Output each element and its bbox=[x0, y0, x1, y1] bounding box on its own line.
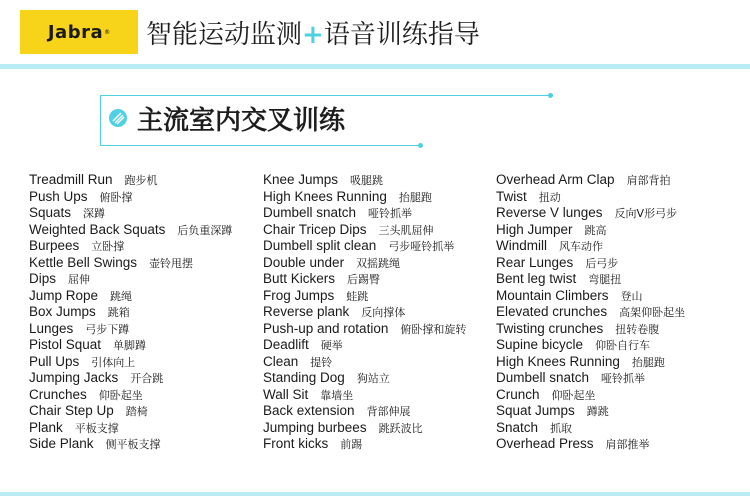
section-frame-bottom bbox=[100, 145, 420, 146]
exercise-name-cn: 高架仰卧起坐 bbox=[619, 306, 686, 319]
exercise-name-cn: 跳高 bbox=[584, 223, 607, 237]
exercise-item bbox=[29, 370, 259, 387]
section-frame-left bbox=[100, 95, 101, 145]
exercise-item bbox=[496, 288, 746, 305]
exercise-name-en: Jumping Jacks bbox=[29, 370, 119, 385]
exercise-name-en: Elevated crunches bbox=[496, 304, 608, 319]
exercise-item bbox=[496, 436, 746, 453]
exercise-name-en: Overhead Arm Clap bbox=[496, 172, 615, 187]
exercise-name-en: Overhead Press bbox=[496, 436, 594, 451]
exercise-item bbox=[263, 403, 493, 420]
section-frame-top bbox=[100, 95, 550, 96]
exercise-item bbox=[496, 238, 746, 255]
exercise-name-cn: 壶铃甩摆 bbox=[149, 256, 194, 270]
exercise-name-en: Rear Lunges bbox=[496, 254, 574, 270]
exercise-name-en: Jump Rope bbox=[29, 287, 99, 303]
exercise-name-cn: 跳跃波比 bbox=[378, 421, 423, 435]
exercise-item bbox=[29, 436, 259, 453]
exercise-name-cn: 屈伸 bbox=[68, 273, 91, 286]
exercise-name-en: Lunges bbox=[29, 320, 74, 336]
exercise-item bbox=[29, 288, 259, 305]
exercise-name-cn: 立卧撑 bbox=[91, 240, 125, 253]
exercise-name-cn: 硬举 bbox=[320, 339, 343, 352]
exercise-name-en: Treadmill Run bbox=[29, 172, 113, 187]
exercise-item bbox=[29, 238, 259, 255]
exercise-item bbox=[29, 271, 259, 288]
exercise-item bbox=[496, 222, 746, 239]
exercise-item bbox=[263, 436, 493, 453]
exercise-item bbox=[29, 321, 259, 338]
exercise-name-en: Jumping burbees bbox=[263, 419, 367, 435]
exercise-name-cn: 双摇跳绳 bbox=[356, 256, 401, 270]
exercise-name-en: High Jumper bbox=[496, 221, 573, 237]
exercise-item bbox=[263, 321, 493, 338]
exercise-item bbox=[29, 387, 259, 404]
exercise-name-en: Squats bbox=[29, 205, 72, 220]
exercise-name-en: Twist bbox=[496, 188, 527, 204]
exercise-name-cn: 跳绳 bbox=[110, 289, 133, 303]
exercise-name-en: Supine bicycle bbox=[496, 337, 584, 352]
exercise-name-en: Crunch bbox=[496, 386, 540, 402]
exercise-name-cn: 哑铃抓举 bbox=[368, 207, 413, 220]
exercise-item bbox=[263, 420, 493, 437]
exercise-item bbox=[263, 337, 493, 354]
section-title: 主流室内交叉训练 bbox=[137, 106, 346, 136]
exercise-name-en: Frog Jumps bbox=[263, 287, 335, 303]
exercise-name-en: Dips bbox=[29, 271, 57, 286]
exercise-item bbox=[29, 255, 259, 272]
exercise-item bbox=[263, 271, 493, 288]
exercise-name-cn: 肩部背拍 bbox=[626, 174, 671, 187]
exercise-item bbox=[263, 370, 493, 387]
exercise-name-cn: 俯卧撑和旋转 bbox=[400, 322, 467, 336]
exercise-name-cn: 扭动 bbox=[538, 190, 561, 204]
exercise-name-en: Butt Kickers bbox=[263, 271, 336, 286]
exercise-name-en: Push-up and rotation bbox=[263, 320, 389, 336]
exercise-name-en: Front kicks bbox=[263, 436, 329, 451]
exercise-name-cn: 弓步哑铃抓举 bbox=[388, 240, 455, 253]
exercise-item bbox=[263, 172, 493, 189]
exercise-name-en: Reverse V lunges bbox=[496, 205, 603, 220]
exercise-item bbox=[29, 222, 259, 239]
exercise-name-en: Back extension bbox=[263, 403, 355, 418]
exercise-name-en: Side Plank bbox=[29, 436, 94, 451]
exercise-item bbox=[263, 189, 493, 206]
exercise-item bbox=[29, 172, 259, 189]
exercise-name-cn: 弯腿扭 bbox=[588, 273, 622, 286]
exercise-name-cn: 踏椅 bbox=[125, 405, 148, 418]
exercise-item bbox=[496, 304, 746, 321]
header-title bbox=[146, 14, 480, 51]
exercise-item bbox=[263, 255, 493, 272]
exercise-name-en: Twisting crunches bbox=[496, 320, 604, 336]
exercise-name-en: Mountain Climbers bbox=[496, 287, 609, 303]
exercise-name-cn: 平板支撑 bbox=[74, 421, 119, 435]
exercise-item bbox=[496, 354, 746, 371]
exercise-name-en: Plank bbox=[29, 419, 63, 435]
exercise-name-cn: 扭转卷腹 bbox=[615, 322, 660, 336]
exercise-item bbox=[263, 387, 493, 404]
exercise-column-2 bbox=[263, 172, 493, 453]
exercise-name-en: Burpees bbox=[29, 238, 80, 253]
exercise-name-cn: 前踢 bbox=[340, 438, 363, 451]
exercise-name-cn: 风车动作 bbox=[559, 240, 604, 253]
exercise-item bbox=[29, 403, 259, 420]
exercise-name-cn: 后踢臀 bbox=[347, 273, 381, 286]
exercise-name-en: Dumbell snatch bbox=[496, 370, 590, 385]
exercise-item bbox=[496, 255, 746, 272]
exercise-name-cn: 仰卧自行车 bbox=[595, 339, 651, 352]
exercise-name-en: High Knees Running bbox=[496, 353, 620, 369]
exercise-name-cn: 后负重深蹲 bbox=[177, 223, 233, 237]
exercise-item bbox=[263, 238, 493, 255]
exercise-name-en: Squat Jumps bbox=[496, 403, 575, 418]
exercise-item bbox=[496, 420, 746, 437]
exercise-name-cn: 后弓步 bbox=[585, 256, 619, 270]
exercise-item bbox=[29, 420, 259, 437]
exercise-name-en: High Knees Running bbox=[263, 188, 387, 204]
section-bullet-icon bbox=[108, 108, 128, 128]
exercise-item bbox=[496, 205, 746, 222]
exercise-name-en: Standing Dog bbox=[263, 370, 345, 385]
exercise-name-cn: 抬腿跑 bbox=[398, 190, 432, 204]
exercise-item bbox=[496, 189, 746, 206]
exercise-name-cn: 狗站立 bbox=[356, 372, 390, 385]
exercise-item bbox=[496, 337, 746, 354]
exercise-name-cn: 哑铃抓举 bbox=[601, 372, 646, 385]
header-title-part1: 智能运动监测 bbox=[146, 20, 303, 50]
exercise-name-cn: 仰卧起坐 bbox=[551, 388, 596, 402]
exercise-item bbox=[263, 205, 493, 222]
exercise-name-cn: 深蹲 bbox=[83, 207, 106, 220]
footer-divider bbox=[0, 492, 750, 496]
logo-text: Jabra bbox=[47, 21, 104, 43]
exercise-item bbox=[496, 172, 746, 189]
exercise-name-en: Clean bbox=[263, 353, 299, 369]
exercise-column-3 bbox=[496, 172, 746, 453]
exercise-item bbox=[29, 354, 259, 371]
exercise-item bbox=[496, 387, 746, 404]
exercise-name-en: Double under bbox=[263, 254, 345, 270]
exercise-name-en: Bent leg twist bbox=[496, 271, 577, 286]
exercise-name-cn: 反向撑体 bbox=[361, 306, 406, 319]
exercise-item bbox=[496, 271, 746, 288]
exercise-name-cn: 靠墙坐 bbox=[320, 388, 354, 402]
exercise-name-en: Dumbell split clean bbox=[263, 238, 377, 253]
exercise-name-en: Pull Ups bbox=[29, 353, 80, 369]
exercise-name-cn: 侧平板支撑 bbox=[105, 438, 161, 451]
exercise-name-cn: 弓步下蹲 bbox=[85, 322, 130, 336]
exercise-name-en: Push Ups bbox=[29, 188, 88, 204]
exercise-name-en: Pistol Squat bbox=[29, 337, 102, 352]
header-title-plus: + bbox=[302, 20, 324, 50]
exercise-name-en: Crunches bbox=[29, 386, 87, 402]
exercise-item bbox=[263, 222, 493, 239]
exercise-name-en: Weighted Back Squats bbox=[29, 221, 166, 237]
exercise-name-cn: 抬腿跑 bbox=[631, 355, 665, 369]
exercise-name-cn: 反向V形弓步 bbox=[614, 207, 678, 220]
exercise-name-cn: 开合跳 bbox=[130, 372, 164, 385]
exercise-name-en: Windmill bbox=[496, 238, 548, 253]
exercise-name-en: Knee Jumps bbox=[263, 172, 339, 187]
exercise-item bbox=[496, 403, 746, 420]
exercise-name-cn: 俯卧撑 bbox=[99, 190, 133, 204]
exercise-name-cn: 抓取 bbox=[550, 421, 573, 435]
exercise-name-en: Deadlift bbox=[263, 337, 309, 352]
exercise-name-en: Box Jumps bbox=[29, 304, 96, 319]
exercise-item bbox=[263, 354, 493, 371]
exercise-name-en: Reverse plank bbox=[263, 304, 350, 319]
exercise-name-cn: 蛙跳 bbox=[346, 289, 369, 303]
exercise-name-cn: 登山 bbox=[620, 289, 643, 303]
exercise-name-cn: 跑步机 bbox=[124, 174, 158, 187]
exercise-item bbox=[29, 337, 259, 354]
exercise-name-en: Dumbell snatch bbox=[263, 205, 357, 220]
logo-registered-mark: ® bbox=[104, 28, 111, 36]
exercise-name-cn: 提铃 bbox=[310, 355, 333, 369]
jabra-logo bbox=[20, 10, 138, 54]
exercise-name-cn: 引体向上 bbox=[91, 355, 136, 369]
exercise-name-en: Snatch bbox=[496, 419, 539, 435]
exercise-item bbox=[496, 321, 746, 338]
exercise-name-en: Chair Tricep Dips bbox=[263, 221, 367, 237]
exercise-item bbox=[263, 304, 493, 321]
exercise-name-cn: 单脚蹲 bbox=[113, 339, 147, 352]
exercise-item bbox=[29, 189, 259, 206]
exercise-name-cn: 三头肌屈伸 bbox=[378, 223, 434, 237]
exercise-name-cn: 跳箱 bbox=[107, 306, 130, 319]
exercise-item bbox=[496, 370, 746, 387]
header bbox=[0, 0, 750, 70]
exercise-name-en: Wall Sit bbox=[263, 386, 309, 402]
exercise-item bbox=[29, 205, 259, 222]
exercise-item bbox=[263, 288, 493, 305]
exercise-item bbox=[29, 304, 259, 321]
header-title-part2: 语音训练指导 bbox=[323, 20, 480, 50]
header-divider bbox=[0, 64, 750, 69]
exercise-name-en: Chair Step Up bbox=[29, 403, 114, 418]
exercise-name-en: Kettle Bell Swings bbox=[29, 254, 138, 270]
exercise-name-cn: 仰卧起坐 bbox=[98, 388, 143, 402]
exercise-name-cn: 肩部推举 bbox=[605, 438, 650, 451]
exercise-column-1 bbox=[29, 172, 259, 453]
exercise-name-cn: 蹲跳 bbox=[586, 405, 609, 418]
exercise-name-cn: 吸腿跳 bbox=[350, 174, 384, 187]
exercise-name-cn: 背部伸展 bbox=[366, 405, 411, 418]
